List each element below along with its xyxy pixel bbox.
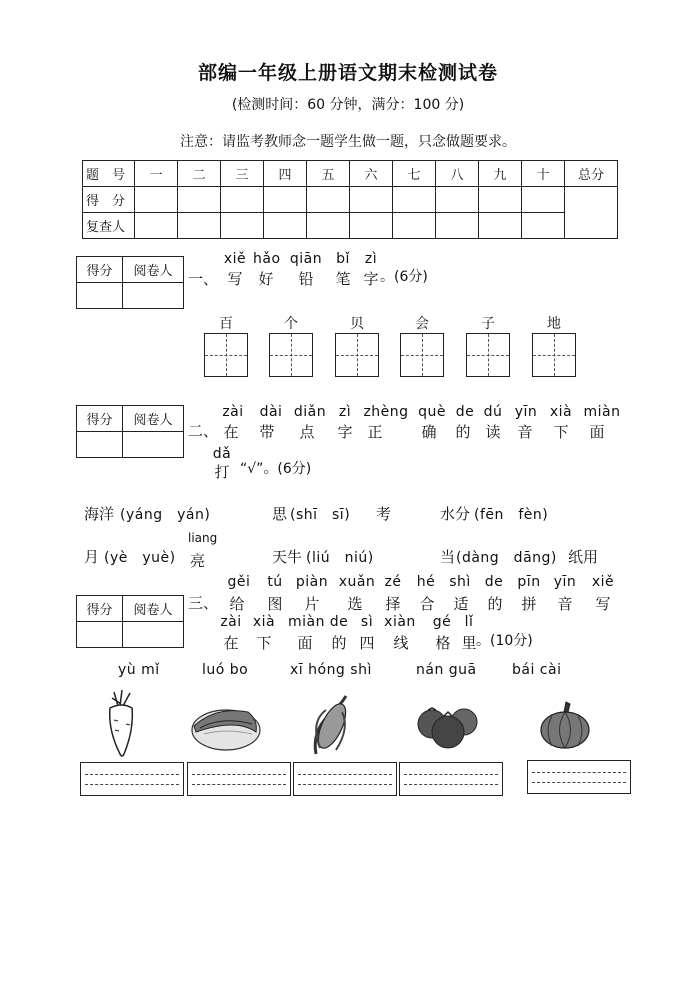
pinyin-writing-line[interactable] — [399, 762, 503, 796]
pinyin: xià — [252, 614, 276, 630]
hanzi: 面 — [297, 634, 313, 652]
model-char: 地 — [547, 316, 561, 332]
pinyin: diǎn — [293, 404, 327, 420]
pinyin: miàn — [583, 404, 621, 420]
item-word-suffix: 考 — [376, 505, 392, 523]
pinyin: lǐ — [464, 614, 474, 630]
hanzi: 里 — [461, 634, 477, 652]
grader-score-label: 得分 — [77, 596, 123, 622]
hanzi: 好 — [258, 270, 274, 288]
hanzi: 读 — [485, 423, 501, 441]
pinyin: hé — [416, 574, 436, 590]
grader-box-q1 — [76, 256, 184, 309]
model-char: 百 — [219, 316, 233, 332]
reviewer-cell[interactable] — [522, 213, 565, 239]
model-char: 贝 — [350, 316, 364, 332]
column-header: 四 — [264, 161, 307, 187]
score-cell[interactable] — [522, 187, 565, 213]
hanzi: 在 — [223, 423, 239, 441]
reviewer-cell[interactable] — [178, 213, 221, 239]
row-label: 复查人 — [83, 213, 135, 239]
column-header: 二 — [178, 161, 221, 187]
total-header: 总分 — [565, 161, 618, 187]
pinyin-writing-line[interactable] — [80, 762, 184, 796]
pinyin: dài — [259, 404, 283, 420]
grader-box-q2 — [76, 405, 184, 458]
pinyin-writing-line[interactable] — [527, 760, 631, 794]
picture-pinyin: yù mǐ — [118, 662, 160, 678]
hanzi: 给 — [229, 595, 245, 613]
pinyin-writing-line[interactable] — [293, 762, 397, 796]
column-header: 六 — [350, 161, 393, 187]
pinyin: xiě — [591, 574, 615, 590]
hanzi: 点 — [299, 423, 315, 441]
pinyin: xuǎn — [338, 574, 376, 590]
writing-grid[interactable] — [466, 333, 510, 377]
item-word: 海洋 — [84, 505, 115, 523]
grader-reviewer-label: 阅卷人 — [123, 257, 184, 283]
pinyin: zhèng — [363, 404, 409, 420]
reviewer-cell[interactable] — [479, 213, 522, 239]
exam-notice: 注意：请监考教师念一题学生做一题，只念做题要求。 — [180, 134, 516, 150]
pinyin: de — [455, 404, 475, 420]
picture-pinyin: luó bo — [202, 662, 249, 678]
pinyin: zé — [384, 574, 402, 590]
grader-score-label: 得分 — [77, 406, 123, 432]
pinyin: xiàn — [384, 614, 416, 630]
hanzi: 合 — [419, 595, 435, 613]
pinyin-options[interactable]: (liú niú) — [306, 550, 374, 566]
grader-reviewer-label: 阅卷人 — [123, 596, 184, 622]
pinyin: piàn — [295, 574, 329, 590]
hanzi: 字 — [337, 423, 353, 441]
hanzi: 选 — [347, 595, 363, 613]
hanzi: 在 — [223, 634, 239, 652]
hanzi: 下 — [553, 423, 569, 441]
reviewer-cell[interactable] — [135, 213, 178, 239]
hanzi: 音 — [517, 423, 533, 441]
pinyin: hǎo — [253, 251, 281, 267]
question-instruction: “√”。(6分) — [240, 461, 312, 477]
grader-reviewer-label: 阅卷人 — [123, 406, 184, 432]
reviewer-cell[interactable] — [264, 213, 307, 239]
grader-reviewer-cell[interactable] — [123, 622, 184, 648]
row-label: 题 号 — [83, 161, 135, 187]
hanzi: 笔 — [335, 270, 351, 288]
pinyin: xià — [549, 404, 573, 420]
grader-score-label: 得分 — [77, 257, 123, 283]
pinyin: shì — [449, 574, 471, 590]
score-cell[interactable] — [264, 187, 307, 213]
model-char: 个 — [284, 316, 298, 332]
pinyin: yīn — [514, 404, 538, 420]
pinyin: zì — [338, 404, 352, 420]
hanzi: 字 — [363, 270, 379, 288]
grader-score-cell[interactable] — [77, 622, 123, 648]
pinyin: zài — [222, 404, 244, 420]
column-header: 五 — [307, 161, 350, 187]
writing-grid[interactable] — [400, 333, 444, 377]
score-cell[interactable] — [479, 187, 522, 213]
item-word: 月 — [84, 548, 100, 566]
score-cell[interactable] — [436, 187, 479, 213]
pinyin-writing-line[interactable] — [187, 762, 291, 796]
hanzi: 写 — [227, 270, 243, 288]
pinyin-options[interactable]: (yè yuè) — [104, 550, 176, 566]
hanzi: 择 — [385, 595, 401, 613]
corn-icon — [306, 692, 356, 758]
hanzi: 带 — [259, 423, 275, 441]
hanzi: 片 — [304, 595, 320, 613]
reviewer-cell[interactable] — [307, 213, 350, 239]
grader-reviewer-cell[interactable] — [123, 432, 184, 458]
cabbage-icon — [186, 698, 262, 754]
writing-grid[interactable] — [269, 333, 313, 377]
pinyin: miàn — [288, 614, 325, 630]
pinyin: zì — [364, 251, 378, 267]
grader-box-q3 — [76, 595, 184, 648]
hanzi: 音 — [557, 595, 573, 613]
hanzi: 图 — [267, 595, 283, 613]
score-cell[interactable] — [178, 187, 221, 213]
item-word: 思 — [272, 505, 288, 523]
hanzi: 面 — [589, 423, 605, 441]
hanzi: 写 — [595, 595, 611, 613]
hanzi: 的 — [455, 423, 471, 441]
radish-icon — [100, 690, 144, 760]
hanzi: 铅 — [298, 270, 314, 288]
table-row — [83, 161, 618, 187]
model-char: 会 — [415, 316, 429, 332]
question-score: 。(6分) — [380, 269, 428, 285]
pinyin: què — [418, 404, 446, 420]
hanzi: 正 — [367, 423, 383, 441]
pinyin: liang — [188, 531, 218, 545]
hanzi: 的 — [331, 634, 347, 652]
pinyin: sì — [360, 614, 374, 630]
grader-score-cell[interactable] — [77, 283, 123, 309]
score-cell[interactable] — [221, 187, 264, 213]
pumpkin-icon — [538, 700, 592, 750]
question-score: 。(10分) — [476, 633, 533, 649]
writing-grid[interactable] — [532, 333, 576, 377]
column-header: 七 — [393, 161, 436, 187]
tomato-icon — [414, 700, 484, 750]
hanzi: 打 — [214, 463, 230, 481]
pinyin: yīn — [553, 574, 577, 590]
question-number: 三、 — [188, 594, 219, 612]
score-cell[interactable] — [350, 187, 393, 213]
column-header: 十 — [522, 161, 565, 187]
pinyin: de — [329, 614, 349, 630]
table-row — [83, 213, 618, 239]
picture-pinyin: bái cài — [512, 662, 562, 678]
pinyin: pīn — [517, 574, 541, 590]
total-score-cell[interactable] — [565, 187, 618, 239]
reviewer-cell[interactable] — [221, 213, 264, 239]
table-row — [83, 187, 618, 213]
score-cell[interactable] — [393, 187, 436, 213]
pinyin-options[interactable]: (fēn fèn) — [474, 507, 549, 523]
score-cell[interactable] — [135, 187, 178, 213]
reviewer-cell[interactable] — [350, 213, 393, 239]
hanzi: 线 — [393, 634, 409, 652]
pinyin: gěi — [227, 574, 251, 590]
score-table — [82, 160, 618, 239]
item-word: 天牛 — [272, 548, 303, 566]
reviewer-cell[interactable] — [393, 213, 436, 239]
pinyin-options[interactable]: (shī sī) — [290, 507, 351, 523]
page-title: 部编一年级上册语文期末检测试卷 — [197, 62, 498, 84]
column-header: 三 — [221, 161, 264, 187]
item-word: 当 — [440, 548, 456, 566]
hanzi: 四 — [359, 634, 375, 652]
item-word: 水分 — [440, 505, 471, 523]
item-word-suffix: 亮 — [190, 552, 206, 570]
hanzi: 下 — [256, 634, 272, 652]
hanzi: 确 — [421, 423, 437, 441]
pinyin: zài — [220, 614, 242, 630]
pinyin: bǐ — [336, 251, 350, 267]
grader-score-cell[interactable] — [77, 432, 123, 458]
score-cell[interactable] — [307, 187, 350, 213]
pinyin: gé — [432, 614, 452, 630]
pinyin-options[interactable]: (dàng dāng) — [456, 550, 557, 566]
column-header: 八 — [436, 161, 479, 187]
hanzi: 拼 — [521, 595, 537, 613]
column-header: 一 — [135, 161, 178, 187]
column-header: 九 — [479, 161, 522, 187]
hanzi: 的 — [487, 595, 503, 613]
picture-pinyin: xī hóng shì — [290, 662, 372, 678]
exam-info: (检测时间：60 分钟，满分：100 分) — [231, 97, 465, 113]
pinyin: dǎ — [212, 446, 232, 462]
pinyin: qiān — [289, 251, 323, 267]
question-number: 一、 — [188, 270, 219, 288]
hanzi: 适 — [453, 595, 469, 613]
writing-grid[interactable] — [204, 333, 248, 377]
row-label: 得 分 — [83, 187, 135, 213]
hanzi: 格 — [435, 634, 451, 652]
pinyin-options[interactable]: (yáng yán) — [120, 507, 211, 523]
picture-pinyin: nán guā — [416, 662, 477, 678]
reviewer-cell[interactable] — [436, 213, 479, 239]
writing-grid[interactable] — [335, 333, 379, 377]
pinyin: tú — [267, 574, 283, 590]
pinyin: de — [484, 574, 504, 590]
grader-reviewer-cell[interactable] — [123, 283, 184, 309]
pinyin: xiě — [223, 251, 247, 267]
model-char: 子 — [481, 316, 495, 332]
pinyin: dú — [483, 404, 503, 420]
item-word-suffix: 纸用 — [568, 548, 599, 566]
question-number: 二、 — [188, 422, 219, 440]
